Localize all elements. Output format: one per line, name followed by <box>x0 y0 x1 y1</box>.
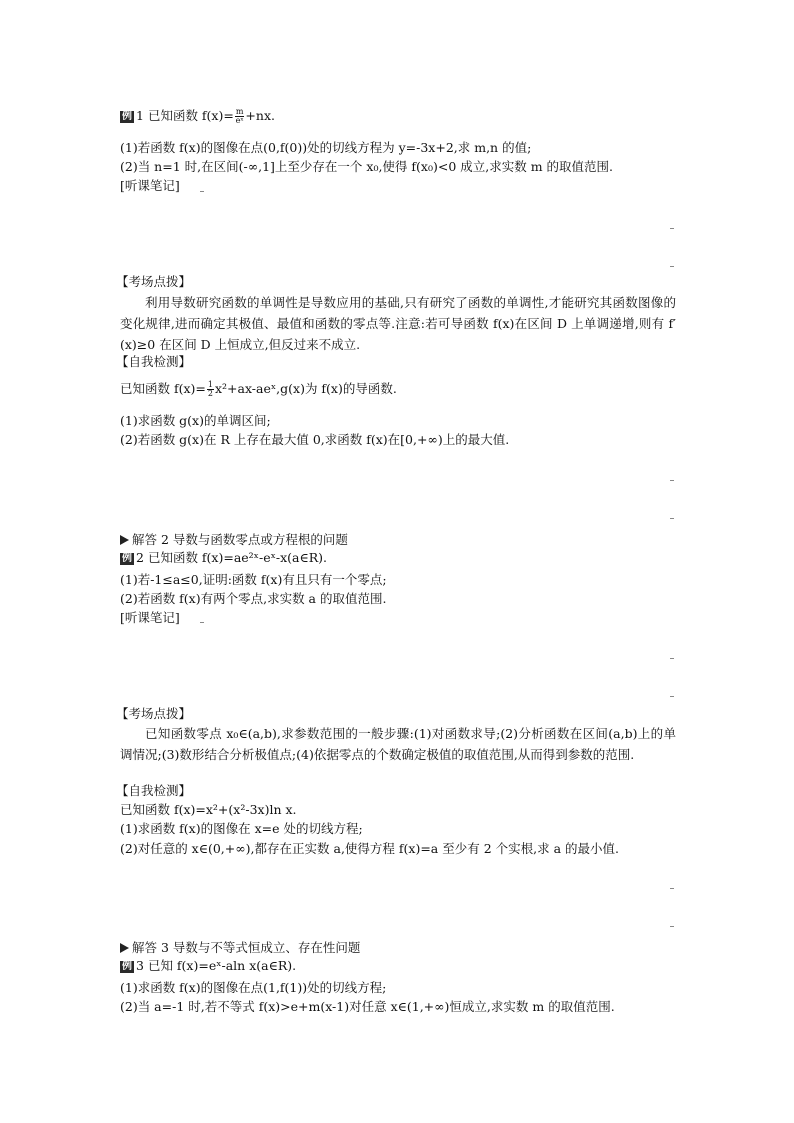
example-1-question-2: (2)当 n=1 时,在区间(-∞,1]上至少存在一个 x₀,使得 f(x₀)<0 成立,求实数 m 的取值范围. <box>120 159 613 174</box>
example-3-question-2: (2)当 a=-1 时,若不等式 f(x)>e+m(x-1)对任意 x∈(1,+∞)恒成立,求实数 m 的取值范围. <box>120 999 615 1014</box>
example-3-question-1: (1)求函数 f(x)的图像在点(1,f(1))处的切线方程; <box>120 980 387 995</box>
example-1-question-1: (1)若函数 f(x)的图像在点(0,f(0))处的切线方程为 y=-3x+2,求 m,n 的值; <box>120 140 532 155</box>
section-3-title: 解答 3 导数与不等式恒成立、存在性问题 <box>120 940 360 956</box>
section-2-title: 解答 2 导数与函数零点或方程根的问题 <box>120 532 348 548</box>
placeholder-mark <box>670 926 674 927</box>
arrow-icon <box>120 535 129 545</box>
placeholder-mark <box>200 622 204 623</box>
placeholder-mark <box>670 228 674 229</box>
placeholder-mark <box>670 888 674 889</box>
tip-2-text: 已知函数零点 x₀∈(a,b),求参数范围的一般步骤:(1)对函数求导;(2)分析函数在区间(a,b)上的单调情况;(3)数形结合分析极值点;(4)依据零点的个数确定极值的取值范围,从而得到参数的范围. <box>120 726 676 762</box>
placeholder-mark <box>670 696 674 697</box>
check-1-statement: 已知函数 f(x)= $\frac{1}{2}$ x²+ax-aeˣ,g(x)为 f(x)的导函数. <box>120 380 397 398</box>
example-2-statement: 例 2 已知函数 f(x)=ae²ˣ-eˣ-x(a∈R). <box>122 550 328 565</box>
check-2-statement: 已知函数 f(x)=x²+(x²-3x)ln x. <box>120 802 297 817</box>
example-badge: 例 <box>122 961 132 972</box>
tip-1-heading: 【考场点拨】 <box>116 274 192 289</box>
check-1-heading: 【自我检测】 <box>116 354 192 369</box>
placeholder-mark <box>670 266 674 267</box>
example-2-question-1: (1)若-1≤a≤0,证明:函数 f(x)有且只有一个零点; <box>120 572 387 587</box>
fraction: $\frac{1}{2}$ <box>207 380 213 398</box>
placeholder-mark <box>670 658 674 659</box>
arrow-icon <box>120 943 129 953</box>
placeholder-mark <box>670 518 674 519</box>
example-1-notes-label: [听课笔记] <box>120 178 180 193</box>
example-2-question-2: (2)若函数 f(x)有两个零点,求实数 a 的取值范围. <box>120 591 387 606</box>
placeholder-mark <box>200 191 204 192</box>
example-2-notes-label: [听课笔记] <box>120 610 180 625</box>
check-2-question-1: (1)求函数 f(x)的图像在 x=e 处的切线方程; <box>120 821 363 836</box>
fraction: $\frac{m}{\text{eˣ}}$ <box>235 107 244 125</box>
example-1-statement: 例 1 已知函数 f(x)= $\frac{m}{\text{eˣ}}$ +nx. <box>122 107 275 125</box>
check-1-question-1: (1)求函数 g(x)的单调区间; <box>120 413 271 428</box>
check-2-heading: 【自我检测】 <box>116 783 192 798</box>
tip-1-text: 利用导数研究函数的单调性是导数应用的基础,只有研究了函数的单调性,才能研究其函数图像的变化规律,进而确定其极值、最值和函数的零点等.注意:若可导函数 f(x)在区间 D 上单调递增,则有 f′(x)≥0 在区间 D 上恒成立,但反过来不成立. <box>120 295 676 352</box>
check-1-question-2: (2)若函数 g(x)在 R 上存在最大值 0,求函数 f(x)在[0,+∞)上的最大值. <box>120 432 510 447</box>
example-3-statement: 例 3 已知 f(x)=eˣ-aln x(a∈R). <box>122 958 297 973</box>
tip-2-heading: 【考场点拨】 <box>116 706 192 721</box>
example-badge: 例 <box>122 111 132 122</box>
check-2-question-2: (2)对任意的 x∈(0,+∞),都存在正实数 a,使得方程 f(x)=a 至少有 2 个实根,求 a 的最小值. <box>120 841 619 856</box>
example-badge: 例 <box>122 553 132 564</box>
placeholder-mark <box>670 480 674 481</box>
